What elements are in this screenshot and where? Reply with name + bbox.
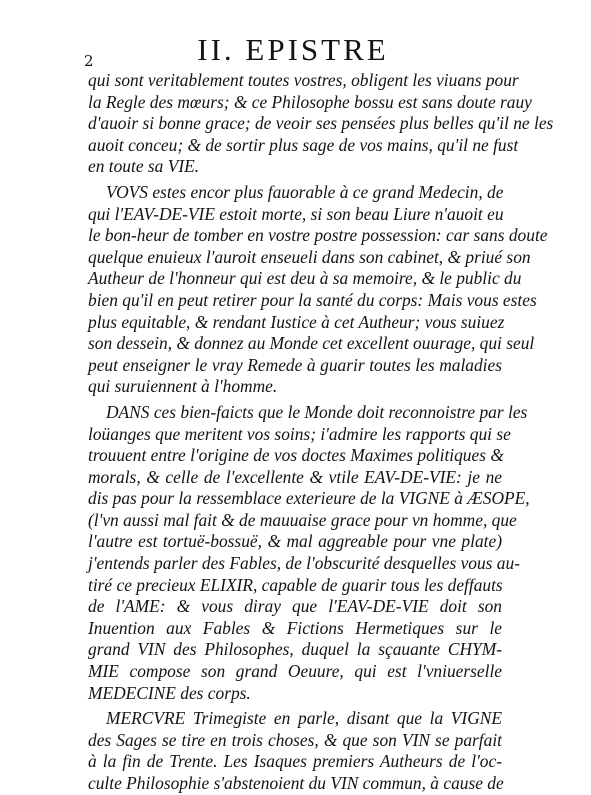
- text-line: loüanges que meritent vos soins; i'admire les rapports qui se: [88, 423, 511, 444]
- text-line: DANS ces bien-faicts que le Monde doit reconnoistre par les: [106, 401, 528, 422]
- text-line: trouuent entre l'origine de vos doctes Maximes politiques &: [88, 445, 504, 466]
- text-line: qui suruiennent à l'homme.: [88, 376, 278, 397]
- paragraph: [88, 401, 530, 704]
- text-line: MERCVRE Trimegiste en parle, disant que la VIGNE: [106, 708, 502, 729]
- text-line: MIE compose son grand Oeuure, qui est l'vniuerselle: [88, 661, 502, 682]
- text-line: (l'vn aussi mal fait & de mauuaise grace pour vn homme, que: [88, 509, 517, 530]
- text-line: morals, & celle de l'excellente & vtile EAV-DE-VIE: je ne: [88, 466, 502, 487]
- text-line: qui sont veritablement toutes vostres, obligent les viuans pour: [88, 70, 519, 90]
- text-line: le bon-heur de tomber en vostre postre possession: car sans doute: [88, 225, 548, 246]
- text-line: VOVS estes encor plus fauorable à ce grand Medecin, de: [106, 181, 504, 202]
- page-header: [78, 32, 508, 68]
- text-line: la Regle des mœurs; & ce Philosophe bossu est sans doute rauy: [88, 91, 532, 112]
- text-line: tiré ce precieux ELIXIR, capable de guarir tous les deffauts: [88, 574, 503, 595]
- text-line: auoit conceu; & de sortir plus sage de vos mains, qu'il ne fust: [88, 134, 519, 155]
- text-line: des Sages se tire en trois choses, & que son VIN se parfait: [88, 729, 502, 750]
- text-line: culte Philosophie s'abstenoient du VIN commun, à cause de: [88, 773, 504, 793]
- text-line: en toute sa VIE.: [88, 156, 200, 177]
- text-line: peut enseigner le vray Remede à guarir toutes les maladies: [88, 354, 502, 375]
- paragraph: [88, 181, 548, 398]
- text-line: dis pas pour la ressemblace exterieure de la VIGNE à ÆSOPE,: [88, 488, 530, 509]
- text-line: quelque enuieux l'auroit enseueli dans son cabinet, & priué son: [88, 246, 531, 267]
- text-line: qui l'EAV-DE-VIE estoit morte, si son beau Liure n'auoit eu: [88, 203, 504, 224]
- text-line: l'autre est tortuë-bossuë, & mal aggreable pour vne plate): [88, 531, 502, 552]
- text-line: à la fin de Trente. Les Isaques premiers Autheurs de l'oc-: [88, 751, 502, 772]
- text-line: plus equitable, & rendant Iustice à cet Autheur; vous suiuez: [88, 311, 505, 332]
- text-line: Inuention aux Fables & Fictions Hermetiques sur le: [88, 617, 502, 638]
- text-line: grand VIN des Philosophes, duquel la sçauante CHYM-: [88, 639, 502, 660]
- running-title: II. EPISTRE: [197, 32, 389, 67]
- text-line: j'entends parler des Fables, de l'obscurité desquelles vous au-: [88, 553, 520, 574]
- paragraph: [88, 70, 554, 178]
- body-text: [88, 70, 554, 795]
- text-line: son dessein, & donnez au Monde cet excellent ouurage, qui seul: [88, 333, 535, 354]
- text-line: Autheur de l'honneur qui est deu à sa memoire, & le public du: [88, 268, 522, 289]
- text-line: de l'AME: & vous diray que l'EAV-DE-VIE doit son: [88, 596, 502, 617]
- text-line: MEDECINE des corps.: [88, 682, 251, 703]
- page-number: 2: [84, 52, 94, 70]
- paragraph: [88, 708, 502, 794]
- text-line: bien qu'il en peut retirer pour la santé du corps: Mais vous estes: [88, 289, 537, 310]
- text-line: d'auoir si bonne grace; de veoir ses pensées plus belles qu'il ne les: [88, 113, 554, 134]
